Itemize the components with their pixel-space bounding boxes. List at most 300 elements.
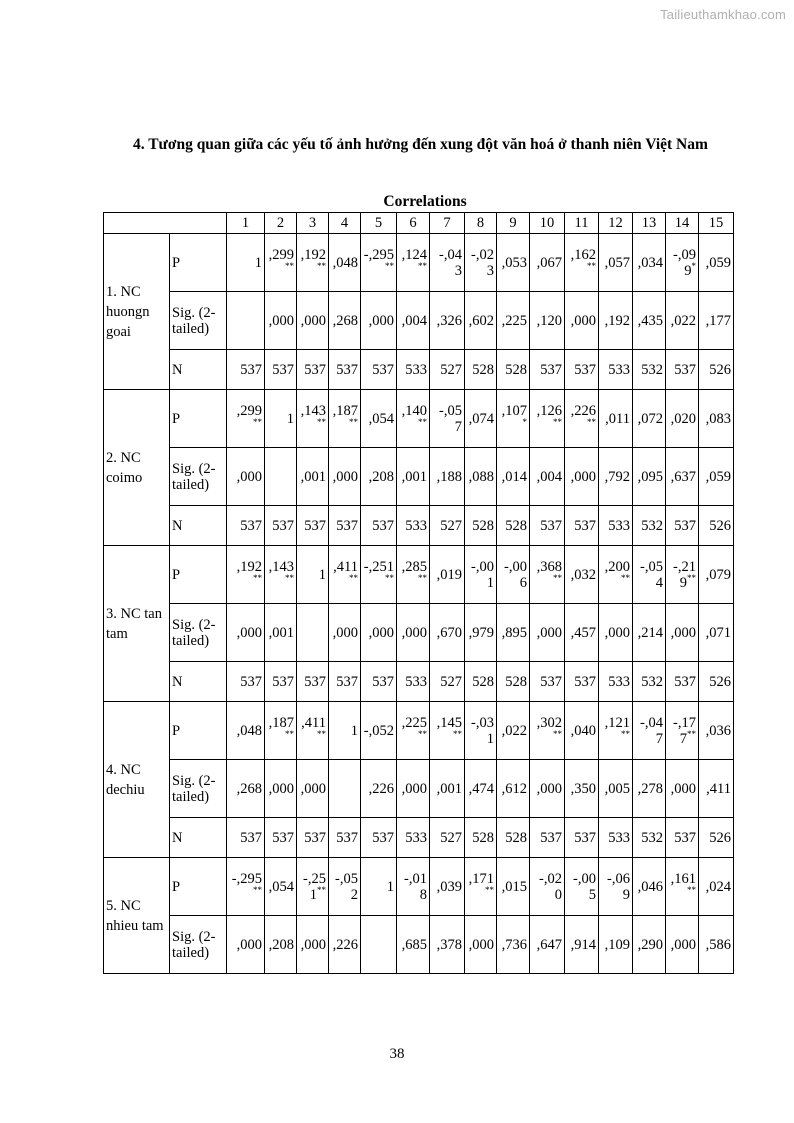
cell-value: ,000 [570, 468, 596, 485]
table-cell [565, 760, 599, 818]
table-cell [599, 858, 633, 916]
table-cell [465, 818, 497, 858]
table-cell [465, 604, 497, 662]
cell-value: ,001 [300, 468, 326, 485]
table-row [104, 916, 734, 974]
table-cell [329, 350, 361, 390]
table-cell [465, 760, 497, 818]
cell-value: ,107 [501, 402, 527, 419]
table-cell [599, 702, 633, 760]
table-cell [699, 546, 734, 604]
table-cell [699, 604, 734, 662]
cell-value: ,192 [236, 558, 262, 575]
table-cell [227, 702, 265, 760]
cell-value: 532 [641, 361, 663, 378]
table-cell [227, 916, 265, 974]
variable-label: 3. NC tan tam [104, 546, 170, 702]
cell-value: 537 [574, 829, 596, 846]
cell-value: 537 [240, 361, 262, 378]
significance-marker: ** [317, 884, 326, 895]
column-header: 14 [666, 213, 699, 234]
cell-value: ,072 [637, 410, 663, 427]
table-cell [329, 760, 361, 818]
header-row [104, 213, 734, 234]
table-row [104, 234, 734, 292]
significance-marker: ** [317, 260, 326, 271]
cell-value: ,000 [268, 312, 294, 329]
cell-value: ,000 [468, 936, 494, 953]
table-cell [265, 760, 297, 818]
statistic-label: N [170, 818, 227, 858]
cell-value: ,192 [300, 246, 326, 263]
table-cell [530, 506, 565, 546]
cell-value: ,000 [670, 780, 696, 797]
table-cell [497, 760, 530, 818]
cell-value: ,000 [332, 624, 358, 641]
cell-value: ,088 [468, 468, 494, 485]
cell-value: -,006 [504, 558, 527, 591]
statistic-label: N [170, 350, 227, 390]
table-cell [497, 292, 530, 350]
table-cell [666, 662, 699, 702]
cell-value: -,054 [640, 558, 663, 591]
cell-value: ,005 [604, 780, 630, 797]
table-row [104, 604, 734, 662]
cell-value: ,000 [300, 936, 326, 953]
cell-value: 537 [540, 673, 562, 690]
cell-value: ,302 [536, 714, 562, 731]
cell-value: 537 [674, 829, 696, 846]
table-cell [361, 448, 397, 506]
cell-value: -,251 [303, 870, 326, 903]
cell-value: ,457 [570, 624, 596, 641]
table-cell [430, 916, 465, 974]
significance-marker: ** [687, 884, 696, 895]
table-cell [599, 818, 633, 858]
table-cell [497, 858, 530, 916]
cell-value: 537 [674, 517, 696, 534]
column-header: 15 [699, 213, 734, 234]
cell-value: 527 [440, 517, 462, 534]
cell-value: ,161 [670, 870, 696, 887]
cell-value: 537 [272, 361, 294, 378]
table-cell [599, 760, 633, 818]
table-cell [633, 506, 666, 546]
table-cell [565, 292, 599, 350]
table-cell [361, 818, 397, 858]
significance-marker: ** [687, 572, 696, 583]
cell-value: 532 [641, 829, 663, 846]
cell-value: 537 [674, 361, 696, 378]
table-cell [599, 350, 633, 390]
cell-value: ,067 [536, 254, 562, 271]
significance-marker: ** [285, 572, 294, 583]
table-cell [633, 390, 666, 448]
table-cell [297, 350, 329, 390]
cell-value: 537 [272, 517, 294, 534]
cell-value: 537 [240, 673, 262, 690]
significance-marker: ** [418, 260, 427, 271]
table-cell [633, 916, 666, 974]
statistic-label: P [170, 702, 227, 760]
cell-value: -,057 [439, 402, 462, 435]
table-cell [699, 350, 734, 390]
table-cell [599, 506, 633, 546]
cell-value: 537 [272, 829, 294, 846]
cell-value: ,143 [300, 402, 326, 419]
cell-value: ,162 [570, 246, 596, 263]
cell-value: ,350 [570, 780, 596, 797]
cell-value: ,000 [401, 624, 427, 641]
cell-value: ,000 [300, 312, 326, 329]
cell-value: ,121 [604, 714, 630, 731]
cell-value: ,602 [468, 312, 494, 329]
cell-value: ,057 [604, 254, 630, 271]
cell-value: -,001 [471, 558, 494, 591]
column-header: 1 [227, 213, 265, 234]
cell-value: 537 [336, 517, 358, 534]
table-cell [497, 448, 530, 506]
table-cell [497, 662, 530, 702]
cell-value: ,054 [268, 878, 294, 895]
table-cell [666, 760, 699, 818]
cell-value: ,000 [401, 780, 427, 797]
significance-marker: ** [349, 572, 358, 583]
cell-value: 526 [709, 673, 731, 690]
table-cell [397, 506, 430, 546]
cell-value: ,000 [604, 624, 630, 641]
statistic-label: Sig. (2-tailed) [170, 916, 227, 974]
cell-value: ,015 [501, 878, 527, 895]
cell-value: -,295 [231, 870, 262, 887]
table-cell [666, 858, 699, 916]
table-cell [633, 662, 666, 702]
table-cell [666, 818, 699, 858]
cell-value: ,188 [436, 468, 462, 485]
table-cell [530, 818, 565, 858]
significance-marker: ** [285, 260, 294, 271]
significance-marker: ** [418, 728, 427, 739]
cell-value: 526 [709, 829, 731, 846]
cell-value: ,000 [236, 468, 262, 485]
cell-value: -,031 [471, 714, 494, 747]
cell-value: 537 [372, 673, 394, 690]
cell-value: ,048 [236, 722, 262, 739]
table-cell [565, 702, 599, 760]
cell-value: ,032 [570, 566, 596, 583]
cell-value: 533 [405, 517, 427, 534]
table-cell [465, 916, 497, 974]
variable-label: 2. NC coimo [104, 390, 170, 546]
significance-marker: ** [587, 416, 596, 427]
cell-value: -,177 [673, 714, 696, 747]
cell-value: ,143 [268, 558, 294, 575]
table-cell [465, 506, 497, 546]
cell-value: ,278 [637, 780, 663, 797]
table-cell [565, 506, 599, 546]
cell-value: ,474 [468, 780, 494, 797]
table-cell [265, 818, 297, 858]
cell-value: ,000 [236, 624, 262, 641]
cell-value: ,586 [705, 936, 731, 953]
cell-value: 537 [336, 829, 358, 846]
cell-value: ,208 [268, 936, 294, 953]
table-cell [565, 350, 599, 390]
cell-value: ,022 [670, 312, 696, 329]
cell-value: -,069 [607, 870, 630, 903]
table-cell [465, 448, 497, 506]
table-cell [699, 390, 734, 448]
cell-value: ,171 [468, 870, 494, 887]
statistic-label: P [170, 390, 227, 448]
cell-value: ,000 [300, 780, 326, 797]
table-cell [297, 858, 329, 916]
cell-value: ,000 [570, 312, 596, 329]
table-cell [530, 546, 565, 604]
statistic-label: Sig. (2-tailed) [170, 292, 227, 350]
table-cell [397, 916, 430, 974]
column-header: 8 [465, 213, 497, 234]
table-cell [565, 916, 599, 974]
table-cell [599, 448, 633, 506]
cell-value: 537 [574, 361, 596, 378]
cell-value: 537 [304, 361, 326, 378]
table-cell [497, 818, 530, 858]
table-cell [699, 506, 734, 546]
cell-value: ,268 [236, 780, 262, 797]
table-row [104, 390, 734, 448]
cell-value: ,411 [301, 714, 326, 731]
table-cell [397, 234, 430, 292]
significance-marker: ** [553, 728, 562, 739]
significance-marker: ** [253, 884, 262, 895]
cell-value: 1 [318, 566, 326, 583]
table-cell [227, 292, 265, 350]
cell-value: ,004 [401, 312, 427, 329]
table-cell [465, 858, 497, 916]
table-cell [361, 702, 397, 760]
table-cell [361, 604, 397, 662]
table-cell [297, 234, 329, 292]
significance-marker: * [522, 416, 527, 427]
table-cell [397, 604, 430, 662]
cell-value: ,000 [536, 780, 562, 797]
cell-value: ,001 [401, 468, 427, 485]
statistic-label: Sig. (2-tailed) [170, 760, 227, 818]
cell-value: 537 [304, 829, 326, 846]
cell-value: ,011 [605, 410, 630, 427]
table-cell [565, 448, 599, 506]
table-cell [297, 760, 329, 818]
table-cell [530, 662, 565, 702]
cell-value: 1 [286, 410, 294, 427]
significance-marker: ** [553, 416, 562, 427]
table-cell [599, 292, 633, 350]
cell-value: ,048 [332, 254, 358, 271]
table-cell [397, 702, 430, 760]
cell-value: ,020 [670, 410, 696, 427]
table-cell [329, 916, 361, 974]
cell-value: ,024 [705, 878, 731, 895]
cell-value: ,214 [637, 624, 663, 641]
table-cell [297, 390, 329, 448]
table-cell [599, 662, 633, 702]
table-cell [361, 916, 397, 974]
cell-value: ,411 [706, 780, 731, 797]
cell-value: -,099 [673, 246, 696, 279]
table-cell [666, 546, 699, 604]
table-cell [599, 546, 633, 604]
cell-value: ,000 [536, 624, 562, 641]
table-cell [265, 292, 297, 350]
table-cell [329, 858, 361, 916]
table-cell [361, 662, 397, 702]
table-cell [565, 662, 599, 702]
table-cell [465, 350, 497, 390]
column-header: 12 [599, 213, 633, 234]
table-cell [265, 916, 297, 974]
table-row [104, 818, 734, 858]
table-cell [530, 448, 565, 506]
table-cell [666, 390, 699, 448]
cell-value: ,670 [436, 624, 462, 641]
table-cell [297, 292, 329, 350]
table-cell [699, 292, 734, 350]
table-row [104, 662, 734, 702]
table-cell [361, 234, 397, 292]
table-cell [227, 858, 265, 916]
table-cell [497, 916, 530, 974]
cell-value: 1 [386, 878, 394, 895]
cell-value: 528 [472, 673, 494, 690]
table-cell [565, 818, 599, 858]
table-cell [465, 390, 497, 448]
significance-marker: * [691, 260, 696, 271]
cell-value: ,736 [501, 936, 527, 953]
cell-value: 537 [372, 361, 394, 378]
cell-value: ,979 [468, 624, 494, 641]
cell-value: 537 [240, 829, 262, 846]
statistic-label: P [170, 234, 227, 292]
table-cell [530, 292, 565, 350]
column-header: 2 [265, 213, 297, 234]
table-cell [633, 234, 666, 292]
table-cell [329, 390, 361, 448]
table-cell [329, 818, 361, 858]
cell-value: ,914 [570, 936, 596, 953]
cell-value: ,226 [570, 402, 596, 419]
table-cell [329, 506, 361, 546]
cell-value: ,054 [368, 410, 394, 427]
table-cell [397, 390, 430, 448]
table-cell [699, 858, 734, 916]
cell-value: ,071 [705, 624, 731, 641]
cell-value: 528 [472, 517, 494, 534]
variable-label: 1. NC huongn goai [104, 234, 170, 390]
table-cell [666, 350, 699, 390]
table-cell [297, 818, 329, 858]
table-cell [329, 662, 361, 702]
table-cell [227, 350, 265, 390]
table-row [104, 546, 734, 604]
table-cell [599, 390, 633, 448]
cell-value: ,187 [268, 714, 294, 731]
cell-value: 528 [472, 361, 494, 378]
cell-value: 528 [505, 361, 527, 378]
table-cell [227, 506, 265, 546]
cell-value: ,000 [236, 936, 262, 953]
column-header: 7 [430, 213, 465, 234]
table-cell [699, 448, 734, 506]
table-cell [329, 702, 361, 760]
table-cell [633, 350, 666, 390]
cell-value: 1 [254, 254, 262, 271]
cell-value: 537 [674, 673, 696, 690]
cell-value: ,126 [536, 402, 562, 419]
cell-value: -,020 [539, 870, 562, 903]
table-cell [497, 604, 530, 662]
table-cell [465, 292, 497, 350]
column-header: 4 [329, 213, 361, 234]
cell-value: ,647 [536, 936, 562, 953]
cell-value: 528 [505, 517, 527, 534]
cell-value: ,140 [401, 402, 427, 419]
table-cell [430, 858, 465, 916]
cell-value: ,685 [401, 936, 427, 953]
table-cell [633, 604, 666, 662]
table-cell [430, 390, 465, 448]
table-cell [265, 858, 297, 916]
cell-value: ,095 [637, 468, 663, 485]
cell-value: 533 [608, 673, 630, 690]
cell-value: ,053 [501, 254, 527, 271]
significance-marker: ** [253, 572, 262, 583]
cell-value: ,225 [401, 714, 427, 731]
cell-value: -,219 [673, 558, 696, 591]
cell-value: -,018 [404, 870, 427, 903]
cell-value: ,109 [604, 936, 630, 953]
table-cell [497, 506, 530, 546]
table-cell [361, 858, 397, 916]
table-row [104, 760, 734, 818]
table-cell [297, 702, 329, 760]
table-cell [497, 546, 530, 604]
table-cell [633, 448, 666, 506]
table-cell [699, 234, 734, 292]
table-cell [265, 506, 297, 546]
table-cell [465, 662, 497, 702]
watermark: Tailieuthamkhao.com [660, 7, 786, 22]
table-cell [497, 390, 530, 448]
table-cell [633, 702, 666, 760]
cell-value: 533 [405, 673, 427, 690]
table-cell [227, 818, 265, 858]
table-cell [565, 604, 599, 662]
column-header: 9 [497, 213, 530, 234]
table-cell [699, 760, 734, 818]
significance-marker: ** [621, 728, 630, 739]
cell-value: 537 [372, 517, 394, 534]
table-cell [430, 702, 465, 760]
table-row [104, 292, 734, 350]
table-cell [265, 702, 297, 760]
cell-value: ,290 [637, 936, 663, 953]
cell-value: ,612 [501, 780, 527, 797]
table-cell [699, 702, 734, 760]
section-heading: 4. Tương quan giữa các yếu tố ảnh hưởng đến xung đột văn hoá ở thanh niên Việt Nam [133, 136, 708, 153]
cell-value: -,295 [363, 246, 394, 263]
significance-marker: ** [621, 572, 630, 583]
